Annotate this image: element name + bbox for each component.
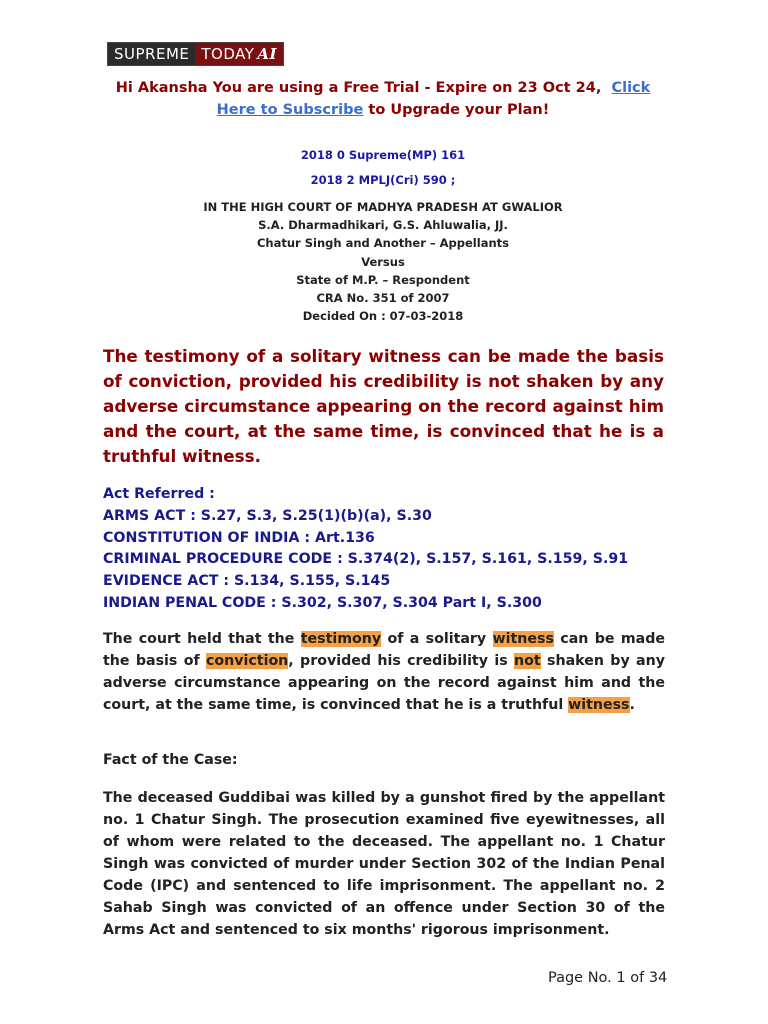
facts-paragraph: The deceased Guddibai was killed by a gunshot fired by the appellant no. 1 Chatur Singh. The prosecution examined five eyewitnesses, all of whom were related to the deceased. The appellant no. 1 Chatur Singh was convicted of murder under Section 302 of the Indian Penal Code (IPC) and sentenced to life imprisonment. The appellant no. 2 Sahab Singh was convicted of an offence under Section 30 of the Arms Act and sentenced to six months' rigorous imprisonment. xyxy=(103,790,665,938)
highlight-witness: witness xyxy=(568,697,630,713)
court-info xyxy=(103,198,663,325)
subscribe-link[interactable]: Click Here to Subscribe xyxy=(216,80,651,118)
appellants: Chatur Singh and Another – Appellants xyxy=(256,236,509,251)
act-item: INDIAN PENAL CODE : S.302, S.307, S.304 Part I, S.300 xyxy=(103,594,542,611)
highlight-testimony: testimony xyxy=(300,631,382,647)
trial-text: Hi Akansha You are using a Free Trial - Expire on 23 Oct 24, xyxy=(115,80,602,96)
citation-2: 2018 2 MPLJ(Cri) 590 ; xyxy=(310,173,456,187)
act-item: ARMS ACT : S.27, S.3, S.25(1)(b)(a), S.30 xyxy=(103,507,432,524)
case-number: CRA No. 351 of 2007 xyxy=(316,291,450,306)
trial-suffix: to Upgrade your Plan! xyxy=(368,102,550,118)
highlight-conviction: conviction xyxy=(206,653,289,669)
citation-1: 2018 0 Supreme(MP) 161 xyxy=(300,148,466,162)
highlight-witness: witness xyxy=(492,631,554,647)
logo-today: TODAY AI xyxy=(195,43,283,65)
logo-ai: AI xyxy=(257,45,278,63)
act-item: CRIMINAL PROCEDURE CODE : S.374(2), S.157, S.161, S.159, S.91 xyxy=(103,551,629,568)
supreme-today-logo xyxy=(107,42,284,66)
court-name: IN THE HIGH COURT OF MADHYA PRADESH AT GWALIOR xyxy=(203,200,563,214)
judges: S.A. Dharmadhikari, G.S. Ahluwalia, JJ. xyxy=(258,218,508,233)
trial-notice xyxy=(103,77,663,121)
acts-heading: Act Referred : xyxy=(103,486,215,502)
highlight-not: not xyxy=(514,653,541,669)
headnote: The testimony of a solitary witness can be made the basis of conviction, provided his credibility is not shaken by any adverse circumstance appearing on the record against him and the court, at the same time, is convinced that he is a truthful witness. xyxy=(103,346,664,466)
page-number: Page No. 1 of 34 xyxy=(548,970,668,986)
act-item: CONSTITUTION OF INDIA : Art.136 xyxy=(103,529,375,546)
respondent: State of M.P. – Respondent xyxy=(296,272,470,287)
versus: Versus xyxy=(361,254,405,269)
facts-heading: Fact of the Case: xyxy=(103,752,238,768)
decision-date: Decided On : 07-03-2018 xyxy=(302,309,464,324)
acts-referred xyxy=(103,484,664,615)
logo-supreme: SUPREME xyxy=(108,43,195,65)
held-paragraph: The court held that the testimony of a solitary witness can be made the basis of conviction, provided his credibility is not shaken by any adverse circumstance appearing on the record against him and the court, at the same time, is convinced that he is a truthful witness. xyxy=(103,631,665,713)
act-item: EVIDENCE ACT : S.134, S.155, S.145 xyxy=(103,573,391,590)
